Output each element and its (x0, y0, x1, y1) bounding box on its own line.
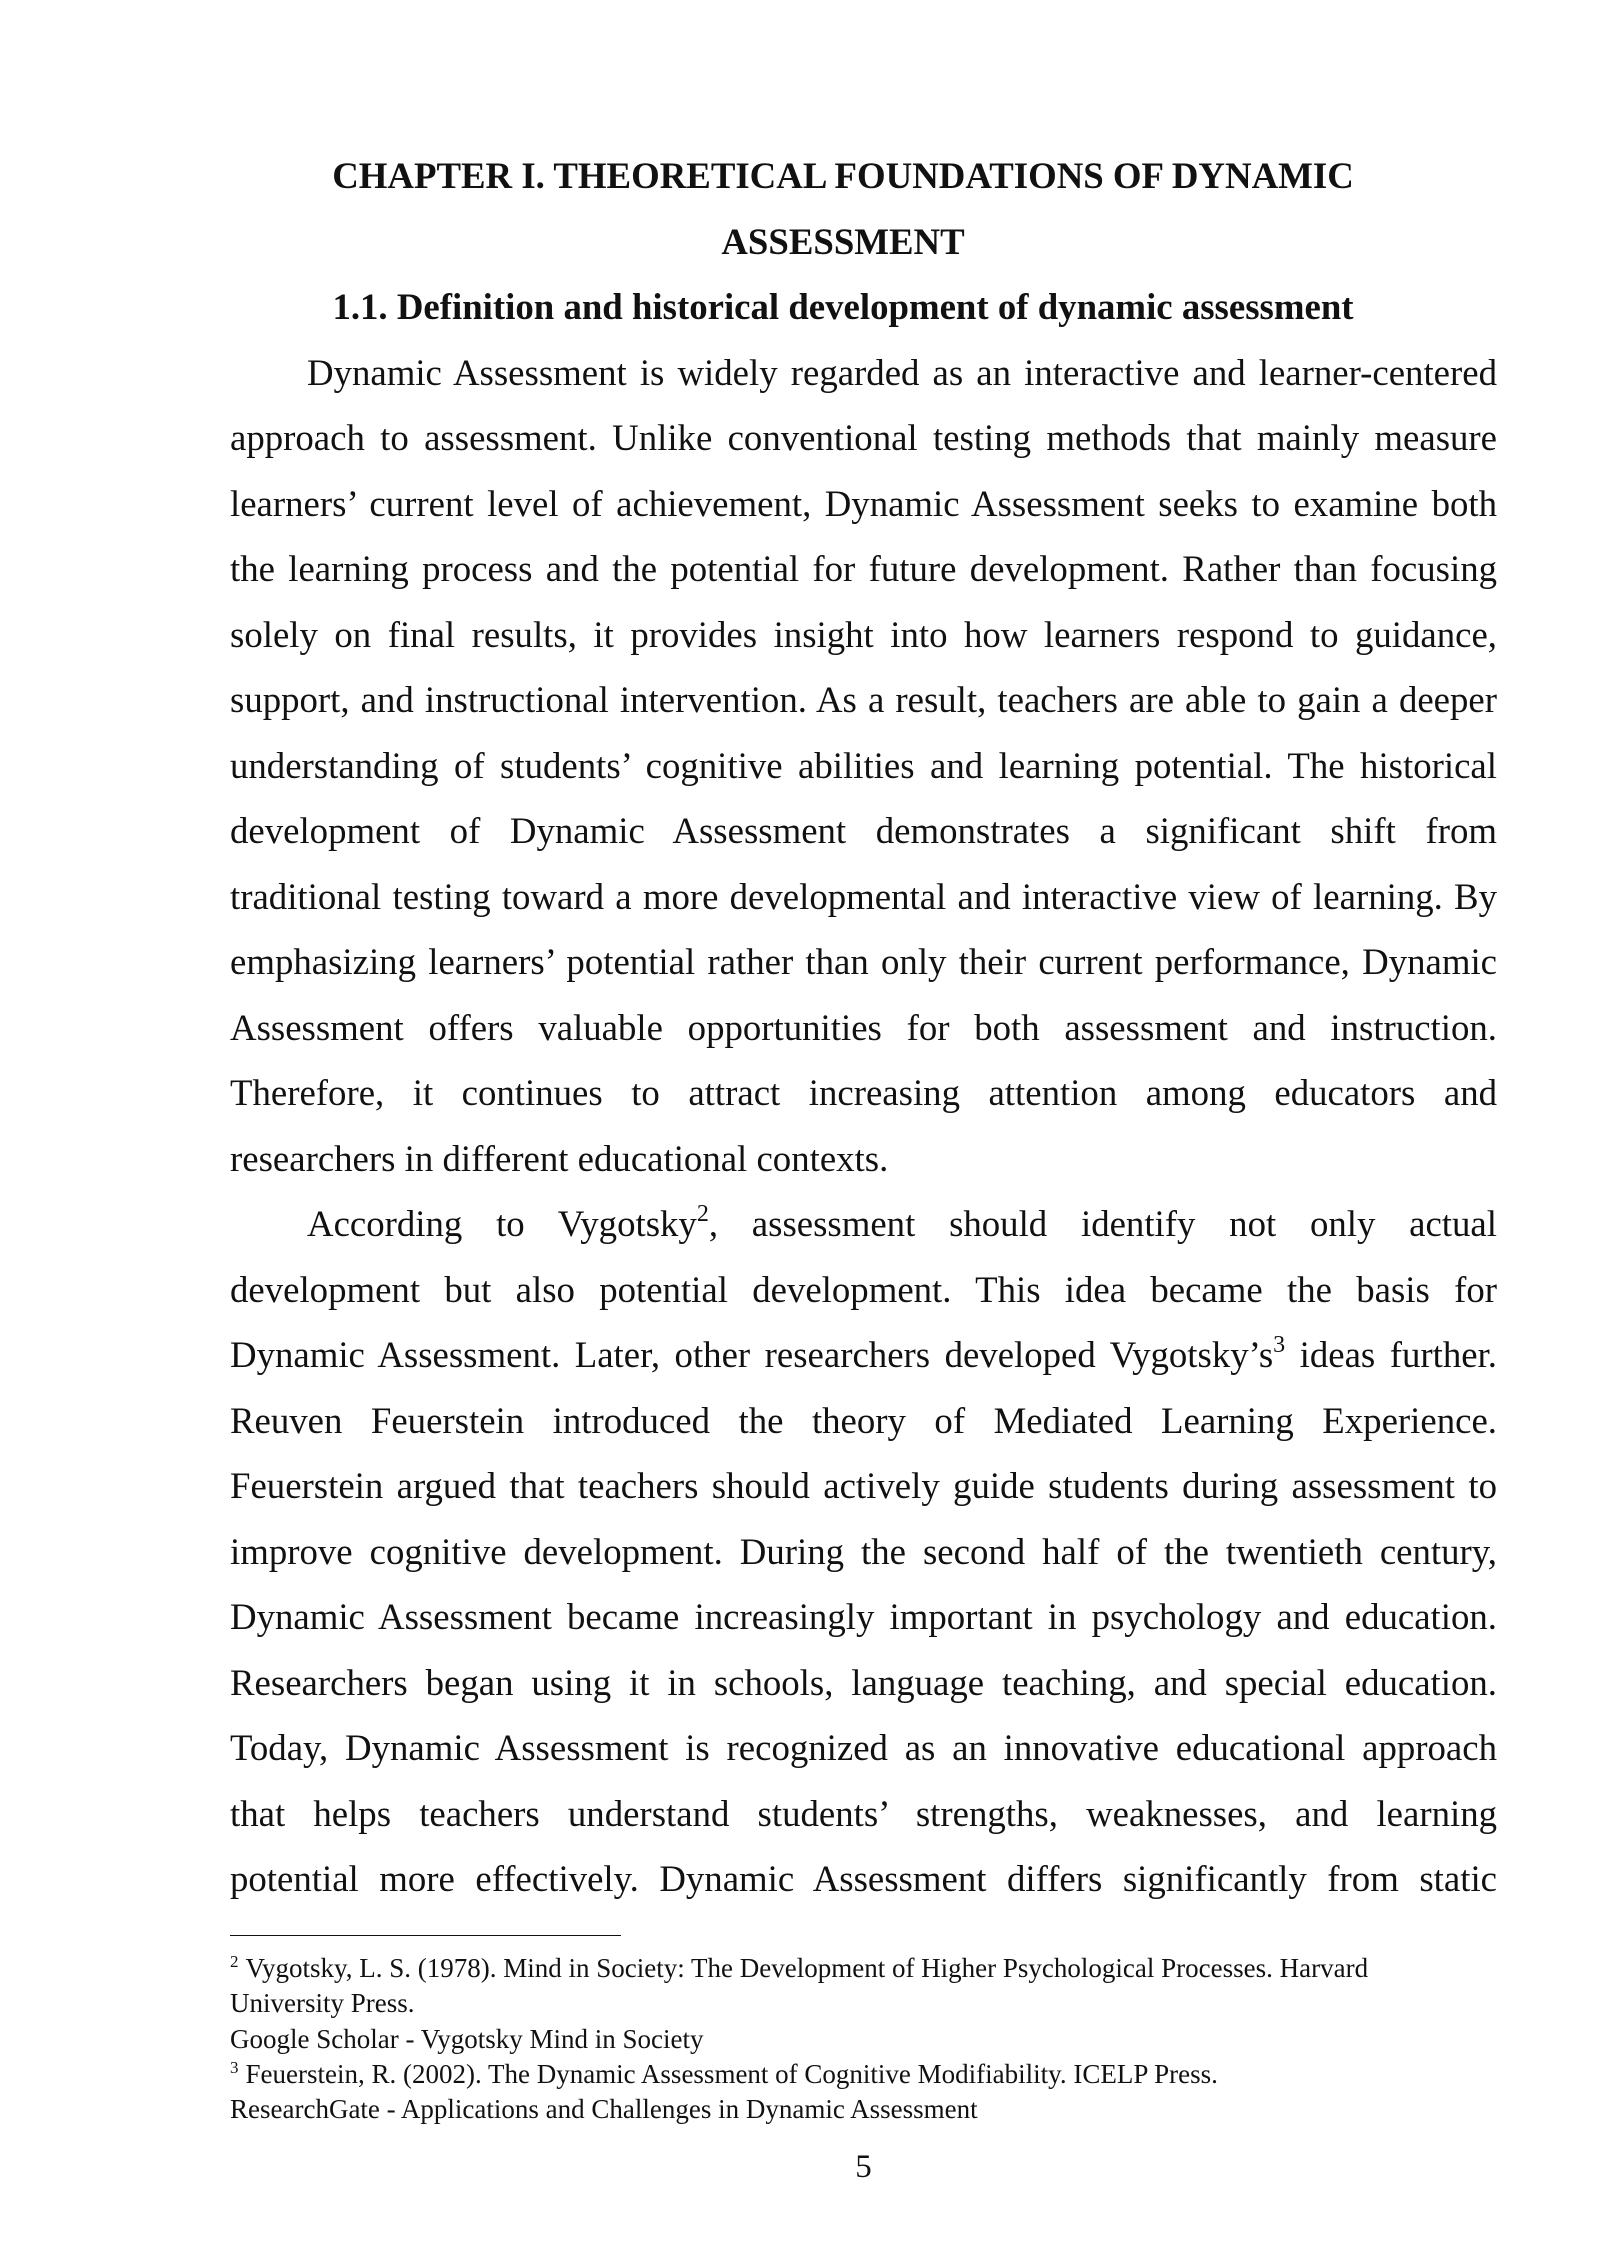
footnote-text: Vygotsky, L. S. (1978). Mind in Society: The Development of Higher Psychological Processes. Harvard (245, 1953, 1369, 1983)
body-line: approach to assessment. Unlike conventional testing methods that mainly measure (230, 417, 1497, 458)
footnotes (230, 1951, 1497, 2127)
body-line: Assessment offers valuable opportunities for both assessment and instruction. (230, 1006, 1497, 1048)
footnote-reference: 3 (1273, 1332, 1286, 1358)
body-line: researchers in different educational contexts. (230, 1137, 889, 1179)
body-line: support, and instructional intervention. As a result, teachers are able to gain a deeper (230, 679, 1497, 720)
body-line: Dynamic Assessment is widely regarded as an interactive and learner-centered (307, 351, 1497, 393)
body-line: traditional testing toward a more developmental and interactive view of learning. By (230, 875, 1497, 917)
footnote-line (230, 2057, 1497, 2092)
footnote-link-text: ResearchGate - Applications and Challenges in Dynamic Assessment (230, 2094, 978, 2125)
footnote-line (230, 1951, 1497, 1986)
main-text-area (230, 143, 1497, 1912)
body-text: According to Vygotsky (307, 1203, 697, 1244)
body-text: , assessment should identify not only actual (708, 1203, 1497, 1244)
body-line: understanding of students’ cognitive abilities and learning potential. The historical (230, 744, 1497, 786)
body-line: the learning process and the potential for future development. Rather than focusing (230, 548, 1497, 589)
body-text: ideas further. (1285, 1334, 1497, 1375)
body-line: Dynamic Assessment became increasingly important in psychology and education. (230, 1596, 1497, 1637)
body-line: Feuerstein argued that teachers should actively guide students during assessment to (230, 1465, 1497, 1506)
paragraph (230, 1191, 1497, 1912)
body-line: development but also potential development. This idea became the basis for (230, 1268, 1497, 1310)
body-line: Therefore, it continues to attract increasing attention among educators and (230, 1072, 1497, 1113)
body-line: solely on final results, it provides insight into how learners respond to guidance, (230, 613, 1497, 655)
footnote-text: Feuerstein, R. (2002). The Dynamic Assessment of Cognitive Modifiability. ICELP Press. (245, 2058, 1218, 2089)
footnote-separator (230, 1935, 621, 1936)
footnote-reference: 2 (696, 1201, 709, 1227)
body-line: potential more effectively. Dynamic Assessment differs significantly from static (230, 1858, 1497, 1899)
footnote-number: 2 (230, 1952, 239, 1971)
paragraph (230, 340, 1497, 1192)
page-number: 5 (855, 2149, 872, 2185)
footnote-line: University Press. (230, 1988, 415, 2019)
body-line: improve cognitive development. During the second half of the twentieth century, (230, 1530, 1497, 1572)
body-line: Today, Dynamic Assessment is recognized as an innovative educational approach (230, 1727, 1497, 1768)
body-text: Dynamic Assessment. Later, other researchers developed Vygotsky’s (230, 1334, 1274, 1375)
footnote-link-text: Google Scholar - Vygotsky Mind in Society (230, 2023, 704, 2054)
body-line: emphasizing learners’ potential rather than only their current performance, Dynamic (230, 941, 1497, 982)
chapter-title (230, 143, 1497, 274)
section-heading: 1.1. Definition and historical development of dynamic assessment (332, 286, 1354, 327)
body-line (230, 1322, 1497, 1388)
body-line: development of Dynamic Assessment demonstrates a significant shift from (230, 810, 1497, 851)
body-line: learners’ current level of achievement, Dynamic Assessment seeks to examine both (230, 482, 1497, 524)
body-line: Researchers began using it in schools, language teaching, and special education. (230, 1661, 1497, 1703)
chapter-title-line: ASSESSMENT (721, 220, 965, 262)
body-line (230, 1191, 1497, 1257)
footnote-number: 3 (230, 2057, 239, 2077)
body-line: that helps teachers understand students’ strengths, weaknesses, and learning (230, 1792, 1497, 1834)
chapter-title-line: CHAPTER I. THEORETICAL FOUNDATIONS OF DYNAMIC (332, 155, 1354, 196)
body-line: Reuven Feuerstein introduced the theory of Mediated Learning Experience. (230, 1399, 1497, 1441)
